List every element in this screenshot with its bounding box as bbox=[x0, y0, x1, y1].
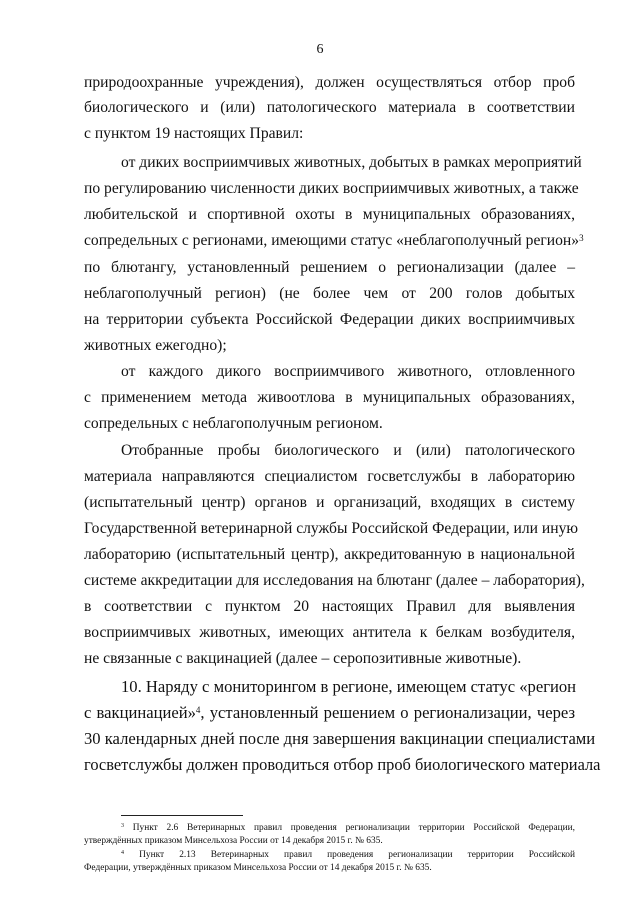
footnote-line: Федерации, утверждённых приказом Минсельхоза России от 14 декабря 2015 г. № 635. bbox=[84, 863, 432, 873]
footnote-text: Пункт 2.13 Ветеринарных правил проведения регионализации территории Российской bbox=[139, 850, 576, 860]
text-line: природоохранные учреждения), должен осуществляться отбор проб bbox=[84, 74, 575, 91]
text-line-content: , установленный решением о регионализации, через bbox=[200, 703, 575, 722]
footnote-mark-4: 4 bbox=[121, 850, 124, 856]
text-line: 30 календарных дней после дня завершения вакцинации специалистами bbox=[84, 729, 596, 748]
text-line bbox=[84, 231, 584, 251]
text-line: восприимчивых животных, имеющих антитела к белкам возбудителя, bbox=[84, 624, 575, 641]
text-line: животных ежегодно); bbox=[84, 337, 227, 354]
text-line: по блютангу, установленный решением о регионализации (далее – bbox=[84, 259, 575, 276]
text-line: системе аккредитации для исследования на блютанг (далее – лаборатория), bbox=[84, 572, 585, 589]
text-line: госветслужбы должен проводиться отбор проб биологического материала bbox=[84, 755, 601, 774]
text-line: Отобранные пробы биологического и (или) патологического bbox=[121, 442, 575, 459]
footnote-ref-4: 4 bbox=[195, 705, 201, 715]
text-line: от каждого дикого восприимчивого животного, отловленного bbox=[121, 363, 575, 380]
text-line: по регулированию численности диких восприимчивых животных, а также bbox=[84, 180, 579, 197]
text-line: материала направляются специалистом госветслужбы в лабораторию bbox=[84, 468, 575, 485]
text-line-content: сопредельных с регионами, имеющими статус «неблагополучный регион» bbox=[84, 232, 580, 249]
footnote-ref-3: 3 bbox=[579, 233, 584, 243]
text-line: любительской и спортивной охоты в муниципальных образованиях, bbox=[84, 206, 575, 223]
text-line: в соответствии с пунктом 20 настоящих Правил для выявления bbox=[84, 598, 575, 615]
text-line bbox=[84, 703, 575, 723]
text-line: от диких восприимчивых животных, добытых в рамках мероприятий bbox=[121, 154, 582, 171]
footnote-separator bbox=[121, 815, 243, 816]
text-line: Государственной ветеринарной службы Российской Федерации, или иную bbox=[84, 520, 579, 537]
text-line: 10. Наряду с мониторингом в регионе, имеющем статус «регион bbox=[121, 677, 577, 696]
text-line: с применением метода живоотлова в муниципальных образованиях, bbox=[84, 389, 575, 406]
text-line: не связанные с вакцинацией (далее – серопозитивные животные). bbox=[84, 650, 522, 667]
footnote-line bbox=[121, 849, 575, 861]
footnote-line bbox=[121, 822, 575, 834]
text-line: биологического и (или) патологического материала в соответствии bbox=[84, 99, 575, 116]
text-line: на территории субъекта Российской Федерации диких восприимчивых bbox=[84, 311, 575, 328]
text-line: сопредельных с неблагополучным регионом. bbox=[84, 415, 383, 432]
footnote-text: Пункт 2.6 Ветеринарных правил проведения регионализации территории Российской Федерации, bbox=[132, 823, 576, 833]
text-line: неблагополучный регион) (не более чем от 200 голов добытых bbox=[84, 285, 575, 302]
page-number: 6 bbox=[316, 42, 324, 57]
text-line-content: с вакцинацией» bbox=[84, 703, 196, 722]
footnote-mark-3: 3 bbox=[121, 823, 124, 829]
text-line: (испытательный центр) органов и организаций, входящих в систему bbox=[84, 494, 575, 511]
footnote-line: утверждённых приказом Минсельхоза России от 14 декабря 2015 г. № 635. bbox=[84, 836, 383, 846]
text-line: лабораторию (испытательный центр), аккредитованную в национальной bbox=[84, 546, 575, 563]
text-line: с пунктом 19 настоящих Правил: bbox=[84, 125, 304, 142]
